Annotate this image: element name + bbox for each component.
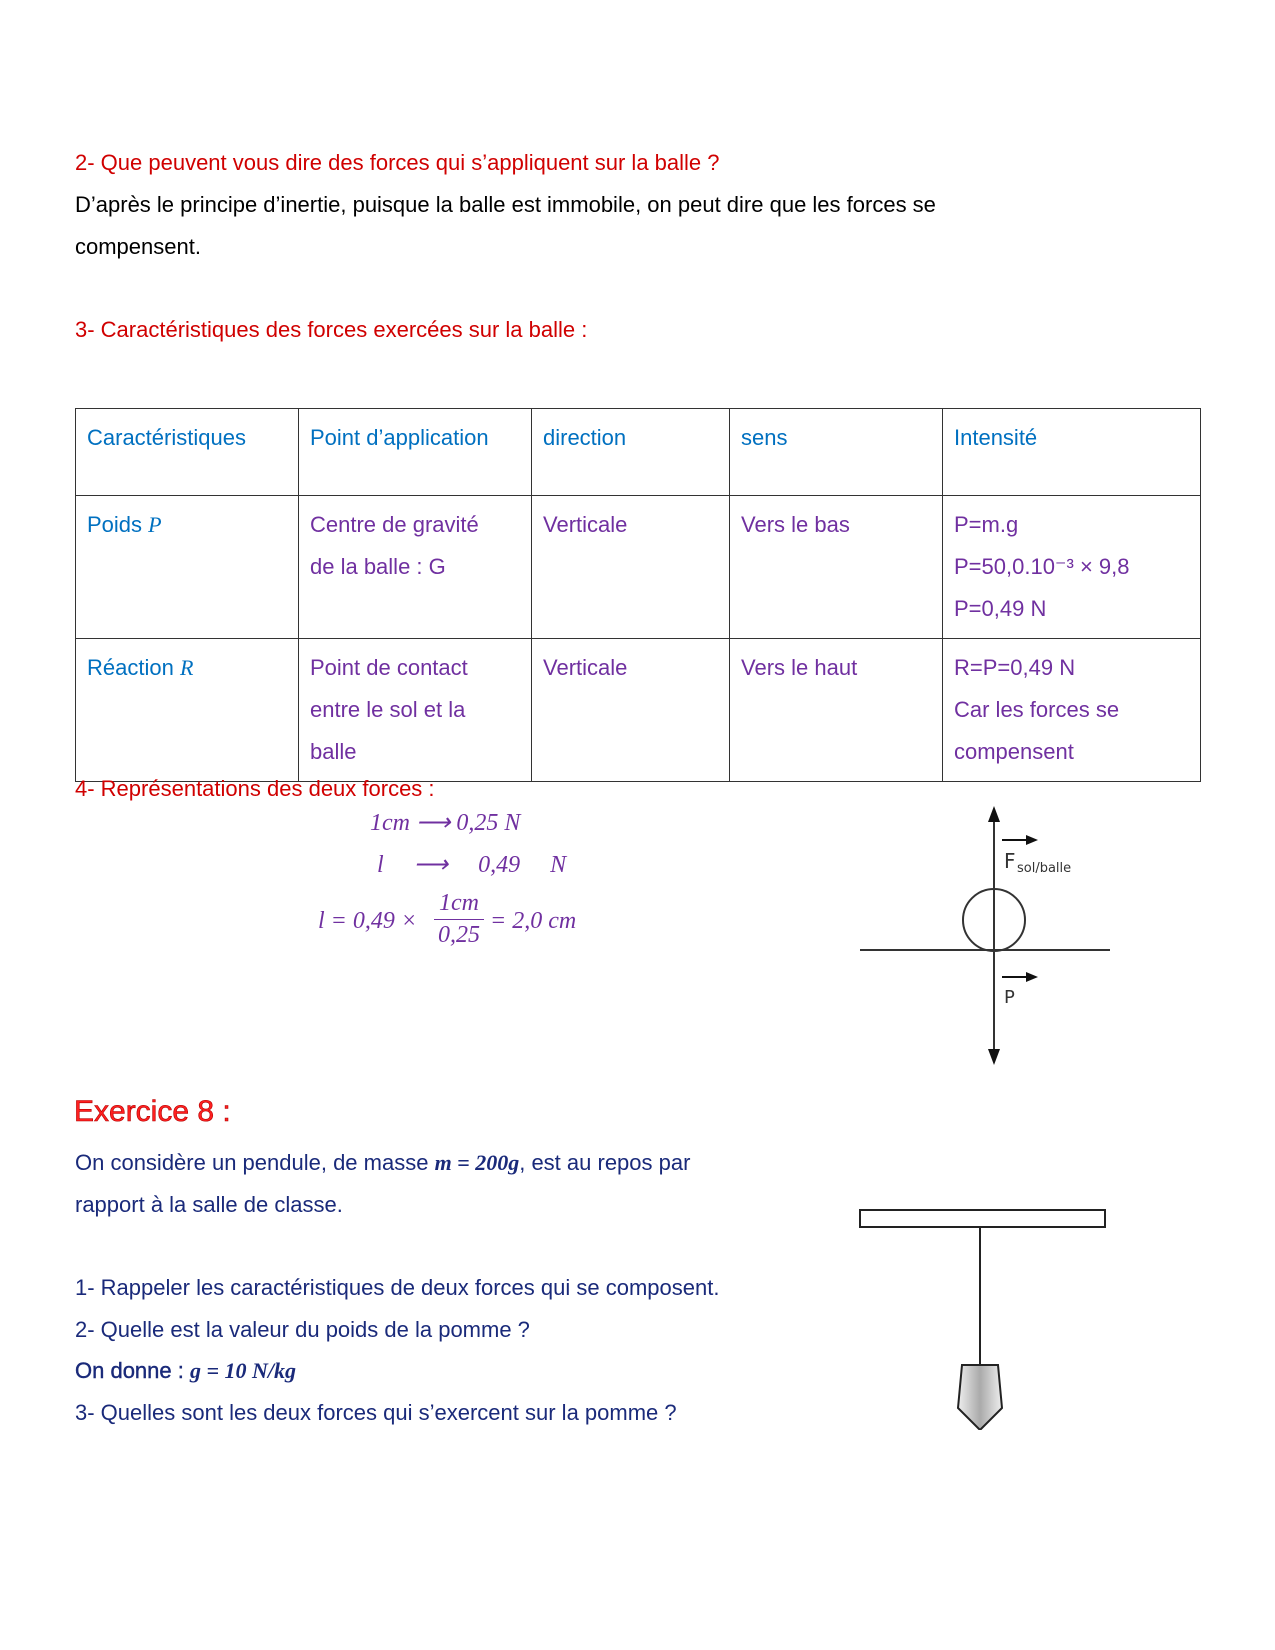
arrow-up-icon	[988, 806, 1000, 822]
cell-line: balle	[310, 739, 357, 764]
vector-arrow-icon	[1026, 972, 1038, 982]
q2-answer-1: D’après le principe d’inertie, puisque la balle est immobile, on peut dire que les forces se	[75, 192, 936, 217]
forces-diagram	[860, 800, 1120, 1070]
text: On considère un pendule, de masse	[75, 1150, 435, 1175]
cell-line: Car les forces se	[954, 697, 1120, 722]
force-symbol: P⃗	[148, 512, 179, 537]
header-cell: Caractéristiques	[76, 409, 299, 496]
cell-line: P=m.g	[954, 512, 1019, 537]
header-cell: Intensité	[943, 409, 1201, 496]
cell-line: entre le sol et la	[310, 697, 466, 722]
text: On donne :	[75, 1358, 190, 1383]
cell-line: P=50,0.10⁻³ × 9,8	[954, 554, 1130, 579]
header-cell: Point d’application	[299, 409, 532, 496]
equation-3-left: l = 0,49 ×	[318, 908, 418, 934]
force-name: Réaction	[87, 655, 174, 680]
text: , est au repos par	[519, 1150, 691, 1175]
cell-line: de la balle : G	[310, 554, 446, 579]
q3-title: 3- Caractéristiques des forces exercées sur la balle :	[75, 317, 588, 342]
cell-line: Centre de gravité	[310, 512, 479, 537]
fraction-bar	[434, 919, 484, 920]
force-name: Poids	[87, 512, 143, 537]
header-cell: direction	[532, 409, 730, 496]
support-bar	[860, 1210, 1105, 1227]
q2-title: 2- Que peuvent vous dire des forces qui s’appliquent sur la balle ?	[75, 150, 720, 175]
q4-title: 4- Représentations des deux forces :	[75, 776, 435, 801]
g-formula: g = 10 N/kg	[189, 1358, 297, 1383]
fraction-numerator: 1cm	[439, 890, 479, 916]
q2-answer-2: compensent.	[75, 234, 201, 259]
direction-cell: Verticale	[532, 496, 730, 639]
table-row	[76, 496, 1201, 639]
label-p: P	[1004, 987, 1015, 1008]
ex8-given	[75, 1358, 296, 1384]
mass-formula: m = 200g	[434, 1150, 520, 1175]
equation-1: 1cm ⟶ 0,25 N	[370, 810, 521, 836]
table-header-row	[76, 409, 1201, 496]
pendulum-mass	[958, 1365, 1002, 1430]
intensity-cell	[943, 639, 1201, 782]
ex8-intro-2: rapport à la salle de classe.	[75, 1192, 343, 1217]
vector-arrow-icon	[1026, 835, 1038, 845]
cell-line: R=P=0,49 N	[954, 655, 1076, 680]
direction-cell: Verticale	[532, 639, 730, 782]
pendulum-diagram	[855, 1200, 1115, 1430]
fraction	[434, 890, 484, 949]
cell-line: P=0,49 N	[954, 596, 1047, 621]
label-f: F	[1004, 849, 1016, 873]
ex8-q3: 3- Quelles sont les deux forces qui s’exercent sur la pomme ?	[75, 1400, 677, 1425]
label-f-sub: sol/balle	[1017, 861, 1072, 876]
cell-line: Point de contact	[310, 655, 468, 680]
ex8-intro	[75, 1150, 690, 1176]
exercise-title: Exercice 8 :	[74, 1095, 231, 1128]
force-symbol: R⃗	[179, 655, 211, 680]
point-cell	[299, 496, 532, 639]
forces-table	[75, 408, 1201, 782]
sens-cell: Vers le haut	[730, 639, 943, 782]
ex8-q2: 2- Quelle est la valeur du poids de la pomme ?	[75, 1317, 530, 1342]
fraction-denominator: 0,25	[438, 922, 480, 948]
sens-cell: Vers le bas	[730, 496, 943, 639]
equation-2: l ⟶ 0,49 N	[377, 852, 567, 878]
arrow-down-icon	[988, 1049, 1000, 1065]
force-cell	[76, 496, 299, 639]
force-cell	[76, 639, 299, 782]
ex8-q1: 1- Rappeler les caractéristiques de deux forces qui se composent.	[75, 1275, 720, 1300]
intensity-cell	[943, 496, 1201, 639]
table-row	[76, 639, 1201, 782]
equation-3-right: = 2,0 cm	[490, 908, 577, 934]
point-cell	[299, 639, 532, 782]
header-cell: sens	[730, 409, 943, 496]
cell-line: compensent	[954, 739, 1074, 764]
